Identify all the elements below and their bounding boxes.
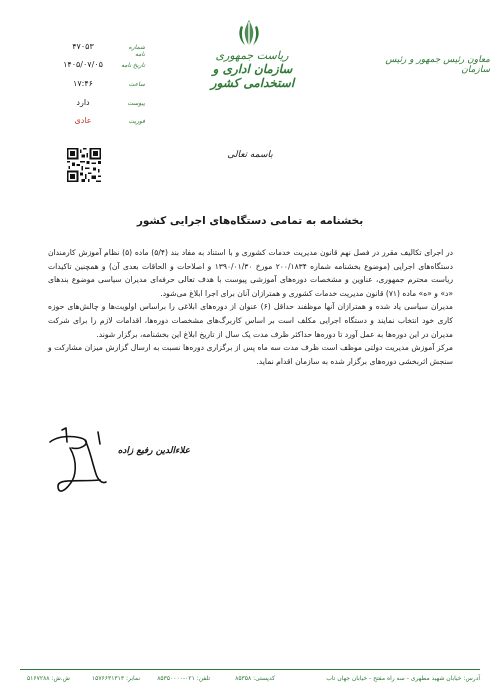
footer-phone: تلفن: ۰۲۱-۸۵۳۵۰۰۰۰ xyxy=(157,675,210,682)
footer-postal: کدپستی: ۸۵۳۵۸ xyxy=(235,675,275,682)
footer-fax: نمابر: ۱۵۷۶۶۳۱۳۱۳ xyxy=(91,675,140,682)
footer-divider xyxy=(20,669,480,670)
meta-letter-number xyxy=(55,42,145,56)
meta-value: ۱۴۰۵/۰۷/۰۵ xyxy=(63,60,103,69)
meta-label: ساعت xyxy=(128,81,145,88)
meta-label: شماره نامه xyxy=(128,44,145,58)
iran-emblem-icon xyxy=(236,18,262,48)
signer-name: علاءالدین رفیع زاده xyxy=(117,446,190,456)
paragraph: در اجرای تکالیف مقرر در فصل نهم قانون مدیریت خدمات کشوری و با استناد به مفاد بند (۵/۴) ماده (۵) نظام آموزش کارمندان دستگاه‌های اجرایی (موضوع بخشنامه شماره ۲۰۰/۱۸۳۴ مورخ ۱۳۹۰/۰۱/۳۰ و اصلاحات و الحاقات بعدی آن) و همچنین تاکیدات ریاست محترم جمهوری، عناوین و مشخصات دوره‌های آموزشی پیوست با هدف تعالی حرفه‌ای مدیران سیاسی موضوع بندهای «د» و «ه» ماده (۷۱) قانون مدیریت خدمات کشوری و همترازان آنان برای اجرا ابلاغ می‌شود. xyxy=(48,248,453,298)
brand-line-1: ریاست جمهوری xyxy=(215,49,289,62)
meta-value: عادی xyxy=(74,116,92,125)
handwritten-signature xyxy=(40,422,140,517)
footer xyxy=(20,675,480,689)
meta-label: فوریت xyxy=(128,118,145,125)
meta-priority xyxy=(55,116,145,130)
brand-line-2: سازمان اداری و استخدامی کشور xyxy=(210,62,295,90)
meta-time xyxy=(55,79,145,93)
meta-letter-date xyxy=(55,60,145,74)
qr-code-icon xyxy=(67,148,101,182)
meta-label: تاریخ نامه xyxy=(121,62,145,69)
meta-value: ۱۷:۴۶ xyxy=(73,79,93,88)
paragraph: مرکز آموزش مدیریت دولتی موظف است ظرف مدت سه ماه پس از برگزاری دوره‌ها نسبت به ارسال گزارش میزان مشارکت و سنجش اثربخشی دوره‌های برگزار شده به سازمان اقدام نماید. xyxy=(48,343,453,366)
footer-code: ش.ش: ۵۱۶۷۲۸۸ xyxy=(26,675,70,682)
footer-address: آدرس: خیابان شهید مطهری - سه راه مفتح - خیابان جهان تاب xyxy=(326,675,480,682)
bismillah: باسمه تعالی xyxy=(227,150,273,160)
meta-label: پیوست xyxy=(127,100,145,107)
document-body xyxy=(48,246,453,368)
deputy-title: معاون رئیس جمهور و رئیس سازمان xyxy=(385,55,490,75)
meta-value: دارد xyxy=(76,98,90,107)
paragraph: مدیران سیاسی یاد شده و همترازان آنها موظفند حداقل (۶) عنوان از دوره‌های ابلاغی را براساس اولویت‌ها و چالش‌های حوزه کاری خود انتخاب نمایند و دستگاه اجرایی مکلف است بر اساس کاربرگ‌های مشخصات دوره‌ها، اقدامات لازم را برای شرکت مدیران در این دوره‌ها به عمل آورد تا دوره‌ها حداکثر ظرف مدت یک سال از تاریخ ابلاغ این بخشنامه، برگزار شوند. xyxy=(48,302,453,339)
meta-value: ۴۷۰۵۳ xyxy=(72,42,94,51)
meta-attachment xyxy=(55,98,145,112)
document-title: بخشنامه به تمامی دستگاه‌های اجرایی کشور xyxy=(136,215,364,227)
